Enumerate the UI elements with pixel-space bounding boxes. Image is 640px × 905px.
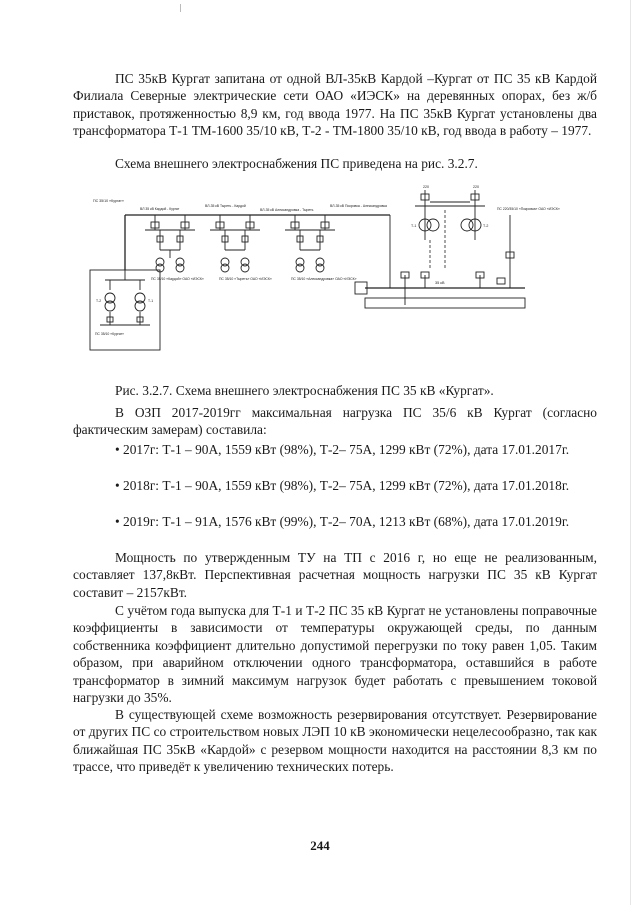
scan-mark xyxy=(180,4,181,12)
label-kurgat-box: ПС 35/10 «Кургат» xyxy=(95,332,125,336)
label-sub-alex: ПС 35/10 «Александровка» ОАО «ИЭСК» xyxy=(291,277,357,281)
label-feed-1: 220 xyxy=(423,185,429,189)
label-t2: Т-2 xyxy=(483,224,489,228)
bullet-2017: • 2017г: Т-1 – 90А, 1559 кВт (98%), Т-2– 75А, 1299 кВт (72%), дата 17.01.2017г. xyxy=(115,442,570,457)
paragraph-power-capacity: Мощность по утвержденным ТУ на ТП с 2016 г, но еще не реализованным, составляет 137,8кВт. Перспективная расчетная мощность нагрузки ПС 35 кВ Кургат составит – 2157кВт. xyxy=(73,550,597,600)
page-number: 244 xyxy=(310,838,330,853)
label-line-tyret: ВЛ-35 кВ Тыреть - Кардой xyxy=(205,204,246,208)
substation-alexandrovka xyxy=(285,215,357,281)
label-t1: Т-1 xyxy=(411,224,417,228)
paragraph-max-load-intro: В ОЗП 2017-2019гг максимальная нагрузка ПС 35/6 кВ Кургат (согласно фактическим замерам) составила: xyxy=(73,405,597,438)
svg-text:Т-1: Т-1 xyxy=(148,299,154,303)
scan-edge xyxy=(630,0,631,905)
label-line-pokrov: ВЛ-35 кВ Покровка - Александровка xyxy=(330,204,387,208)
paragraph-supply-description: ПС 35кВ Кургат запитана от одной ВЛ-35кВ Кардой –Кургат от ПС 35 кВ Кардой Филиала Северные электрические сети ОАО «ИЭСК» на деревянных опорах, без ж/б приставок, протяженностью 8,9 км, год ввода 1977. На ПС 35кВ Кургат установлены два трансформатора Т-1 ТМ-1600 35/10 кВ, Т-2 - ТМ-1800 35/10 кВ, год ввода в работу – 1977. xyxy=(73,71,597,139)
kurgat-detail-box xyxy=(90,270,160,350)
substation-kardoy xyxy=(145,215,204,281)
label-kurgat-top: ПС 35/10 «Кургат» xyxy=(93,199,124,203)
power-supply-schematic xyxy=(85,180,585,360)
substation-pokrovka xyxy=(411,185,560,270)
substation-tyret xyxy=(210,215,272,281)
label-line-alex: ВЛ-35 кВ Александровка - Тыреть xyxy=(260,208,314,212)
label-bus-35: 35 кВ xyxy=(435,281,445,285)
paragraph-overload-coefficient: С учётом года выпуска для Т-1 и Т-2 ПС 35 кВ Кургат не установлены поправочные коэффициенты в зависимости от температуры окружающей среды, по данным собственника коэффициент длительно допустимой перегрузки по току равен 1,05. Таким образом, при аварийном отключении одного трансформатора, оставшийся в работе трансформатор в зимний максимум нагрузок будет работать с превышением токовой нагрузки до 35%. xyxy=(73,603,597,706)
bullet-2019: • 2019г: Т-1 – 91А, 1576 кВт (99%), Т-2– 70А, 1213 кВт (68%), дата 17.01.2019г. xyxy=(115,514,570,529)
figure-caption: Рис. 3.2.7. Схема внешнего электроснабжения ПС 35 кВ «Кургат». xyxy=(115,383,494,398)
label-sub-kardoy: ПС 35/10 «Кардой» ОАО «ИЭСК» xyxy=(151,277,204,281)
label-sub-pokrov: ПС 220/35/10 «Покровка» ОАО «ИЭСК» xyxy=(497,207,560,211)
bullet-2018: • 2018г: Т-1 – 90А, 1559 кВт (98%), Т-2– 75А, 1299 кВт (72%), дата 17.01.2018г. xyxy=(115,478,570,493)
paragraph-reserve-absence: В существующей схеме возможность резервирования отсутствует. Резервирование от других ПС со строительством новых ЛЭП 10 кВ экономически нецелесообразно, так как ближайшая ПС 35кВ «Кардой» с резервом мощности находится на расстоянии 8,3 км по трассе, что приведёт к увеличению технических потерь. xyxy=(73,707,597,775)
label-sub-tyret: ПС 35/10 «Тыреть» ОАО «ИЭСК» xyxy=(219,277,272,281)
label-line-kardoy: ВЛ 35 кВ Кардой - Кургат xyxy=(140,207,180,211)
paragraph-figure-reference: Схема внешнего электроснабжения ПС приведена на рис. 3.2.7. xyxy=(115,156,478,171)
label-feed-2: 220 xyxy=(473,185,479,189)
svg-text:Т-2: Т-2 xyxy=(96,299,102,303)
